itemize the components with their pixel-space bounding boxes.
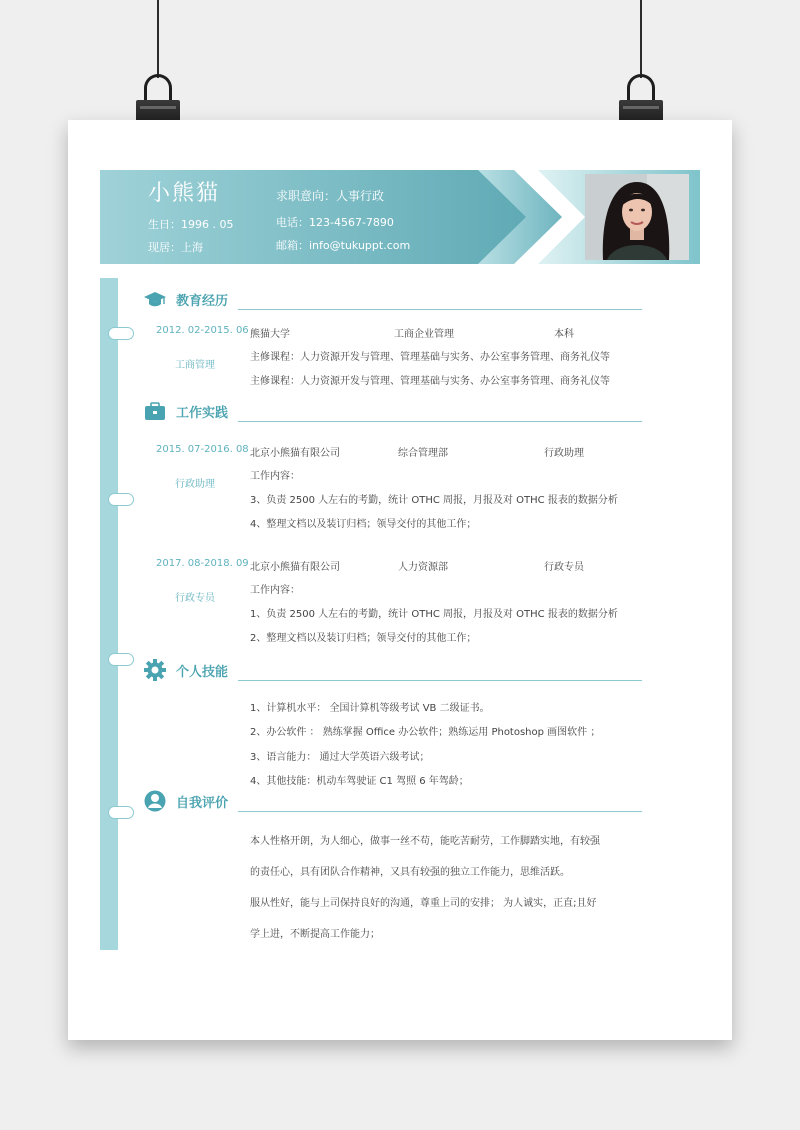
user-icon	[144, 790, 166, 812]
duty-line: 1、负责 2500 人左右的考勤，统计 OTHC 周报，月报及对 OTHC 报表的数据分析	[250, 609, 618, 620]
briefcase-icon	[144, 400, 166, 422]
evaluation-line: 本人性格开朗，为人细心，做事一丝不苟，能吃苦耐劳，工作脚踏实地，有较强	[250, 836, 600, 847]
education-major-label: 工商管理	[175, 360, 215, 371]
education-date: 2012. 02-2015. 06	[156, 325, 249, 336]
department: 综合管理部	[398, 448, 448, 459]
residence: 现居：上海	[148, 241, 203, 254]
section-divider	[238, 421, 642, 422]
work-date: 2015. 07-2016. 08	[156, 444, 249, 455]
content-label: 工作内容：	[250, 471, 300, 482]
skill-line: 3、语言能力： 通过大学英语六级考试；	[250, 752, 430, 763]
timeline-node	[108, 327, 134, 340]
section-skills	[144, 659, 642, 683]
section-evaluation	[144, 790, 642, 814]
work-role-label: 行政专员	[175, 593, 215, 604]
job-title: 行政助理	[544, 448, 584, 459]
work-date: 2017. 08-2018. 09	[156, 558, 249, 569]
profile-photo	[585, 174, 689, 260]
content-label: 工作内容：	[250, 585, 300, 596]
course-line: 主修课程：人力资源开发与管理、管理基础与实务、办公室事务管理、商务礼仪等	[250, 376, 610, 387]
duty-line: 4、整理文档以及装订归档；领导交付的其他工作；	[250, 519, 477, 530]
hanging-wire-left	[157, 0, 159, 78]
section-divider	[238, 680, 642, 681]
work-role-label: 行政助理	[175, 479, 215, 490]
skill-line: 1、计算机水平： 全国计算机等级考试 VB 二级证书。	[250, 703, 490, 714]
evaluation-line: 学上进，不断提高工作能力；	[250, 929, 380, 940]
timeline-node	[108, 806, 134, 819]
candidate-name: 小熊猫	[148, 181, 221, 206]
duty-line: 3、负责 2500 人左右的考勤，统计 OTHC 周报，月报及对 OTHC 报表的数据分析	[250, 495, 618, 506]
birth-date: 生日：1996 . 05	[148, 218, 234, 231]
section-title: 教育经历	[176, 294, 229, 309]
job-title: 行政专员	[544, 562, 584, 573]
phone: 电话：123-4567-7890	[276, 216, 394, 229]
section-title: 个人技能	[176, 665, 229, 680]
duty-line: 2、整理文档以及装订归档；领导交付的其他工作；	[250, 633, 477, 644]
skill-line: 4、其他技能：机动车驾驶证 C1 驾照 6 年驾龄；	[250, 776, 469, 787]
hanging-wire-right	[640, 0, 642, 78]
section-title: 自我评价	[176, 796, 229, 811]
timeline-bar	[100, 278, 118, 950]
company: 北京小熊猫有限公司	[250, 562, 340, 573]
major: 工商企业管理	[394, 329, 454, 340]
email: 邮箱：info@tukuppt.com	[276, 239, 411, 252]
section-work	[144, 400, 642, 424]
timeline-node	[108, 493, 134, 506]
evaluation-line: 的责任心，具有团队合作精神，又具有较强的独立工作能力，思维活跃。	[250, 867, 570, 878]
evaluation-line: 服从性好，能与上司保持良好的沟通，尊重上司的安排； 为人诚实，正直;且好	[250, 898, 597, 909]
school: 熊猫大学	[250, 329, 290, 340]
section-education	[144, 288, 642, 312]
degree: 本科	[554, 329, 574, 340]
section-divider	[238, 309, 642, 310]
course-line: 主修课程：人力资源开发与管理、管理基础与实务、办公室事务管理、商务礼仪等	[250, 352, 610, 363]
resume-sheet	[68, 120, 732, 1040]
timeline-node	[108, 653, 134, 666]
job-objective: 求职意向：人事行政	[276, 189, 385, 203]
section-title: 工作实践	[176, 406, 229, 421]
company: 北京小熊猫有限公司	[250, 448, 340, 459]
graduation-cap-icon	[144, 288, 166, 310]
gear-icon	[144, 659, 166, 681]
section-divider	[238, 811, 642, 812]
department: 人力资源部	[398, 562, 448, 573]
skill-line: 2、办公软件 ： 熟练掌握 Office 办公软件；熟练运用 Photoshop 画图软件 ；	[250, 727, 601, 738]
